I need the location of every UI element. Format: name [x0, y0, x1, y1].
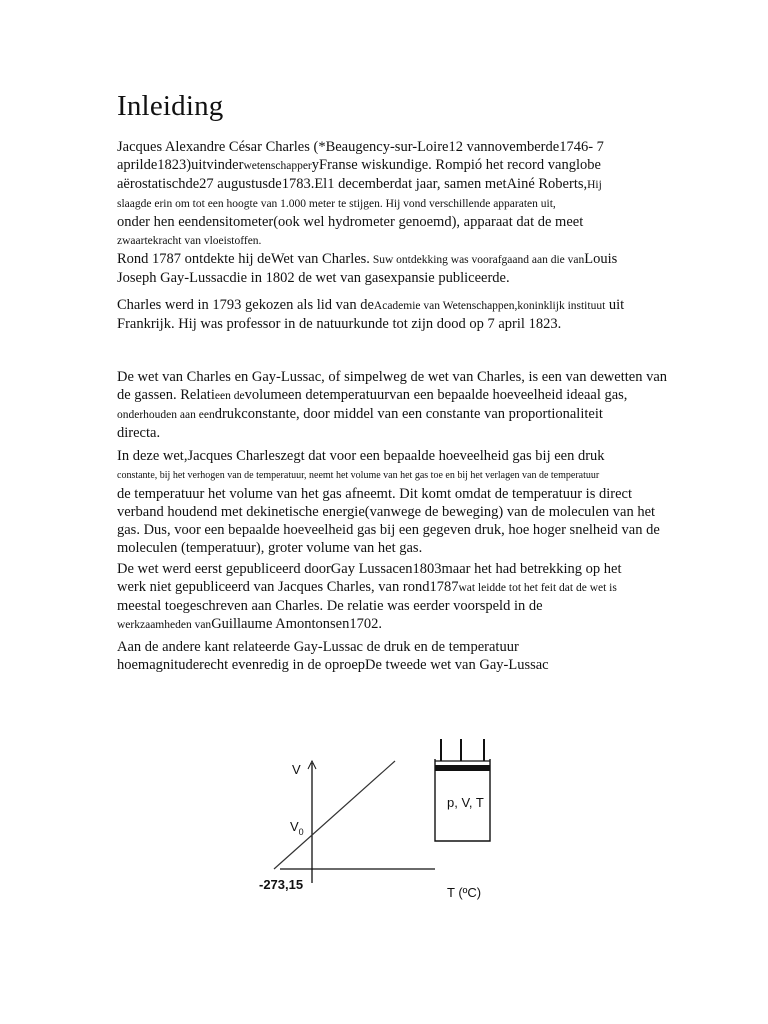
- page-title: Inleiding: [117, 90, 224, 122]
- charles-law-figure: [250, 735, 510, 910]
- text-run: directa.: [117, 425, 161, 441]
- paragraph-publication: [117, 560, 637, 634]
- text-run: een de: [214, 390, 245, 402]
- text-run: Charles werd in 1793 gekozen als lid van de: [117, 297, 374, 313]
- v0-label-subscript: 0: [298, 827, 304, 837]
- volume-temperature-line: [274, 761, 395, 869]
- piston-gas-label: p, V, T: [447, 795, 484, 810]
- text-run: Jacques Alexandre César Charles (*Beaugency-sur-Loire12 vannovemberde1746- 7 aprilde1823)uitvinder: [117, 139, 604, 173]
- paragraph-law-explanation: [117, 447, 677, 557]
- text-run: Academie van Wetenschappen,koninklijk instituut: [373, 300, 606, 312]
- paragraph-law-definition: [117, 368, 677, 442]
- text-run: Rond 1787 ontdekte hij deWet van Charles.: [117, 251, 370, 267]
- absolute-zero-label: -273,15: [259, 877, 304, 892]
- paragraph-academy: [117, 296, 657, 333]
- text-run: drukconstante, door middel van een constante van proportionaliteit: [214, 406, 603, 422]
- piston-cylinder-icon: [435, 739, 490, 841]
- v0-label-main: V: [290, 819, 299, 834]
- paragraph-charles-bio: [117, 138, 637, 250]
- text-run: constante, bij het verhogen van de temperatuur, neemt het volume van het gas toe en bij het verlagen van de temperatuur: [117, 470, 600, 481]
- text-run: Louis Joseph Gay-Lussacdie in 1802 de wet van gasexpansie publiceerde.: [117, 251, 618, 286]
- text-run: uit Frankrijk. Hij was professor in de natuurkunde tot zijn dood op 7 april 1823.: [117, 297, 625, 332]
- text-run: de temperatuur het volume van het gas afneemt. Dit komt omdat de temperatuur is direct verband houdend met dekinetische energie(vanwege de beweging) van de moleculen van het gas. Dus, voor een bepaalde hoeveelheid gas bij een gegeven druk, hoe hoger snelheid van de moleculen (temperatuur), groter volume van het gas.: [117, 486, 660, 556]
- v0-label: [290, 819, 304, 837]
- text-run: De wet van Charles en Gay-Lussac, of simpelweg de wet van Charles, is een van dewetten van de gassen. Relati: [117, 369, 668, 403]
- x-axis-label: T (ºC): [447, 885, 482, 900]
- text-run: Aan de andere kant relateerde Gay-Lussac de druk en de temperatuur hoemagnituderecht evenredig in de oproepDe tweede wet van Gay-Lussac: [117, 639, 549, 673]
- text-run: In deze wet,Jacques Charleszegt dat voor een bepaalde hoeveelheid gas bij een druk: [117, 448, 605, 464]
- y-axis-label: V: [292, 762, 301, 777]
- text-run: wat leidde tot het feit dat de wet is: [458, 582, 617, 594]
- text-run: onderhouden aan een: [117, 409, 215, 421]
- paragraph-second-law: [117, 638, 557, 674]
- piston-head: [435, 765, 490, 771]
- text-run: meestal toegeschreven aan Charles. De relatie was eerder voorspeld in de: [117, 598, 543, 614]
- figure-svg: [250, 735, 510, 910]
- text-run: werkzaamheden van: [117, 619, 212, 631]
- text-run: wetenschapper: [243, 160, 312, 172]
- text-run: Suw ontdekking was voorafgaand aan die van: [369, 254, 585, 266]
- text-run: zwaartekracht van vloeistoffen.: [117, 235, 262, 247]
- text-run: onder hen eendensitometer(ook wel hydrometer genoemd), apparaat dat de meet: [117, 214, 584, 230]
- text-run: Hij slaagde erin om tot een hoogte van 1.000 meter te stijgen. Hij vond verschillende apparaten uit,: [117, 179, 602, 210]
- text-run: Guillaume Amontonsen1702.: [211, 616, 382, 632]
- text-run: De wet werd eerst gepubliceerd doorGay Lussacen1803maar het had betrekking op het werk niet gepubliceerd van Jacques Charles, van rond1787: [117, 561, 622, 595]
- text-run: yFranse wiskundige. Rompió het record vanglobe aërostatischde27 augustusde1783.El1 decemberdat jaar, samen metAiné Roberts,: [117, 157, 601, 192]
- paragraph-discovery: [117, 250, 657, 287]
- text-run: volumeen detemperatuurvan een bepaalde hoeveelheid ideaal gas,: [244, 387, 628, 403]
